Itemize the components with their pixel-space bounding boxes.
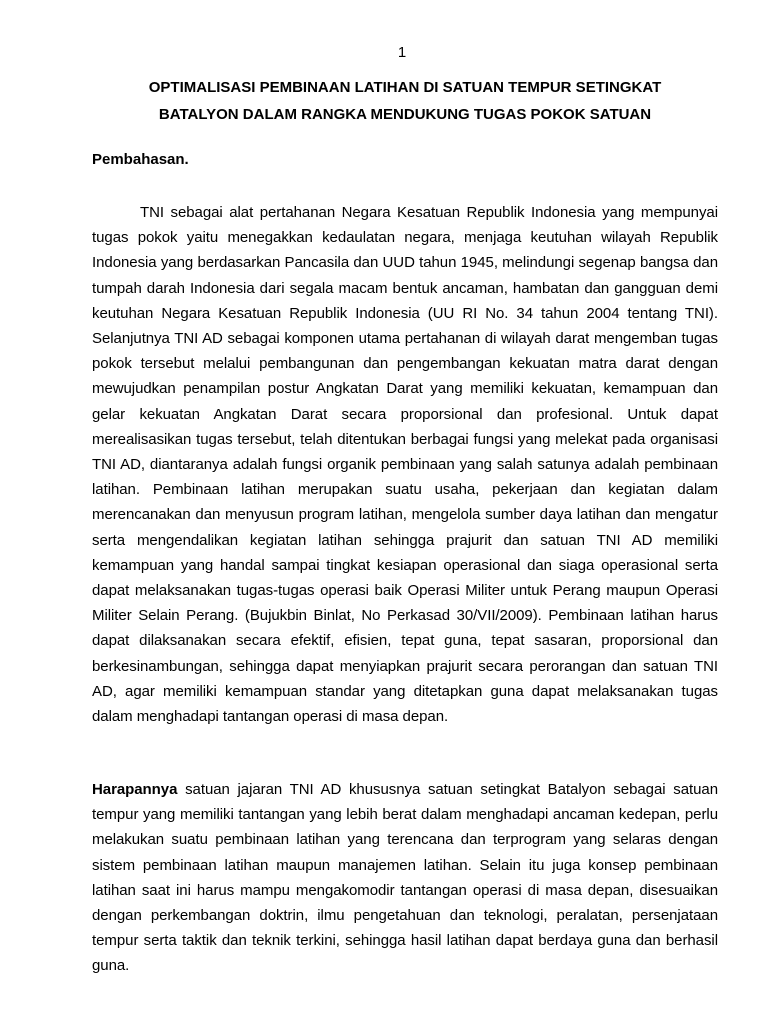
paragraph-1: TNI sebagai alat pertahanan Negara Kesatuan Republik Indonesia yang mempunyai tugas pokok yaitu menegakkan kedaulatan negara, menjaga keutuhan wilayah Republik Indonesia yang berdasarkan Pancasila dan UUD tahun 1945, melindungi segenap bangsa dan tumpah darah Indonesia dari segala macam bentuk ancaman, hambatan dan gangguan demi keutuhan Negara Kesatuan Republik Indonesia (UU RI No. 34 tahun 2004 tentang TNI). Selanjutnya TNI AD sebagai komponen utama pertahanan di wilayah darat mengemban tugas pokok tersebut melalui pembangunan dan pengembangan kekuatan matra darat dengan mewujudkan penampilan postur Angkatan Darat yang memiliki kekuatan, kemampuan dan gelar kekuatan Angkatan Darat secara proporsional dan profesional. Untuk dapat merealisasikan tugas tersebut, telah ditentukan berbagai fungsi yang melekat pada organisasi TNI AD, diantaranya adalah fungsi organik pembinaan yang salah satunya adalah pembinaan latihan. Pembinaan latihan merupakan suatu usaha, pekerjaan dan kegiatan dalam merencanakan dan menyusun program latihan, mengelola sumber daya latihan dan mengatur serta mengendalikan kegiatan latihan sehingga prajurit dan satuan TNI AD memiliki kemampuan yang handal sampai tingkat kesiapan operasional dan siaga operasional serta dapat melaksanakan tugas-tugas operasi baik Operasi Militer untuk Perang maupun Operasi Militer Selain Perang. (Bujukbin Binlat, No Perkasad 30/VII/2009). Pembinaan latihan harus dapat dilaksanakan secara efektif, efisien, tepat guna, tepat sasaran, proporsional dan berkesinambungan, sehingga dapat menyiapkan prajurit secara perorangan dan satuan TNI AD, agar memiliki kemampuan standar yang ditetapkan guna dapat melaksanakan tugas dalam menghadapi tantangan operasi di masa depan. [92, 204, 718, 726]
title-line-2: BATALYON DALAM RANGKA MENDUKUNG TUGAS POKOK SATUAN [158, 106, 652, 123]
title-line-1: OPTIMALISASI PEMBINAAN LATIHAN DI SATUAN TEMPUR SETINGKAT [148, 79, 662, 96]
paragraph-2-body: satuan jajaran TNI AD khususnya satuan setingkat Batalyon sebagai satuan tempur yang memiliki tantangan yang lebih berat dalam menghadapi ancaman kedepan, perlu melakukan suatu pembinaan latihan yang terencana dan terprogram yang selaras dengan sistem pembinaan latihan maupun manajemen latihan. Selain itu juga konsep pembinaan latihan saat ini harus mampu mengakomodir tantangan operasi di masa depan, disesuaikan dengan perkembangan doktrin, ilmu pengetahuan dan teknologi, peralatan, persenjataan tempur serta taktik dan teknik terkini, sehingga hasil latihan dapat berdaya guna dan berhasil guna. [92, 781, 718, 975]
paragraph-2 [92, 777, 718, 979]
paragraph-2-lead: Harapannya [92, 781, 178, 798]
section-heading: Pembahasan. [92, 151, 189, 168]
document-title [92, 74, 718, 128]
page-number: 1 [397, 44, 407, 61]
